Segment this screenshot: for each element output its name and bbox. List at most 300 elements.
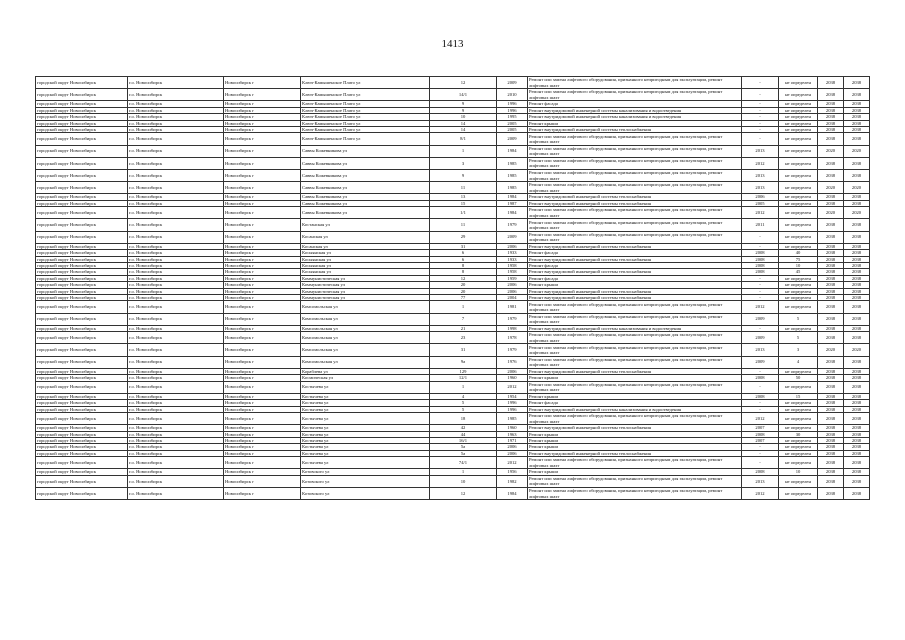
build-year-cell: 1959 [497,275,528,281]
street-cell: Косыянская ул [301,250,430,256]
settlement-cell: г.о. Новосибирск [128,207,224,219]
house-number-cell: 9а [430,356,497,368]
build-year-cell: 2006 [497,288,528,294]
locality-cell: Новосибирск г [224,375,301,381]
settlement-cell: г.о. Новосибирск [128,406,224,412]
house-number-cell: 12 [430,77,497,89]
house-number-cell: 14 [430,127,497,133]
plan-end-year-cell: 2038 [844,356,870,368]
street-cell: Костычева ул [301,400,430,406]
prior-repair-year-cell: - [742,400,779,406]
plan-start-year-cell: 2038 [818,444,844,450]
street-cell: Ключ-Камышенское Плато ул [301,77,430,89]
district-cell: городской округ Новосибирск [36,114,128,120]
table-row [36,332,870,344]
plan-end-year-cell: 2038 [844,127,870,133]
district-cell: городской округ Новосибирск [36,145,128,157]
settlement-cell: г.о. Новосибирск [128,169,224,181]
street-cell: Косыянская ул [301,256,430,262]
street-cell: Костычева ул [301,393,430,399]
work-type-cell: Ремонт или замена лифтового оборудования, признанного непригодным для эксплуатации, ремонт лифтовых шахт [528,77,742,89]
plan-end-year-cell: 2038 [844,282,870,288]
house-number-cell: 11 [430,219,497,231]
plan-start-year-cell: 2038 [818,169,844,181]
locality-cell: Новосибирск г [224,325,301,331]
plan-end-year-cell: 2038 [844,381,870,393]
wear-value-cell: не определен [779,288,818,294]
work-type-cell: Ремонт внутридомовой инженерной системы теплоснабжения [528,294,742,300]
locality-cell: Новосибирск г [224,114,301,120]
street-cell: Коммунистическая ул [301,275,430,281]
wear-value-cell: 4 [779,356,818,368]
locality-cell: Новосибирск г [224,475,301,487]
plan-start-year-cell: 2038 [818,101,844,107]
table-row [36,169,870,181]
build-year-cell: 1985 [497,169,528,181]
locality-cell: Новосибирск г [224,381,301,393]
prior-repair-year-cell: 2012 [742,412,779,424]
prior-repair-year-cell: 2007 [742,425,779,431]
house-number-cell: 9 [430,169,497,181]
settlement-cell: г.о. Новосибирск [128,133,224,145]
district-cell: городской округ Новосибирск [36,288,128,294]
plan-end-year-cell: 2038 [844,269,870,275]
locality-cell: Новосибирск г [224,400,301,406]
district-cell: городской округ Новосибирск [36,475,128,487]
settlement-cell: г.о. Новосибирск [128,469,224,475]
plan-end-year-cell: 2038 [844,375,870,381]
locality-cell: Новосибирск г [224,243,301,249]
prior-repair-year-cell: - [742,406,779,412]
house-number-cell: 1 [430,469,497,475]
street-cell: Котовского ул [301,469,430,475]
district-cell: городской округ Новосибирск [36,381,128,393]
prior-repair-year-cell: 2012 [742,207,779,219]
prior-repair-year-cell: 2009 [742,313,779,325]
plan-end-year-cell: 2038 [844,120,870,126]
build-year-cell: 1996 [497,400,528,406]
work-type-cell: Ремонт фасада [528,262,742,268]
house-number-cell: 23 [430,332,497,344]
settlement-cell: г.о. Новосибирск [128,282,224,288]
house-number-cell: 13 [430,194,497,200]
prior-repair-year-cell: - [742,231,779,243]
work-type-cell: Ремонт или замена лифтового оборудования, признанного непригодным для эксплуатации, ремонт лифтовых шахт [528,207,742,219]
settlement-cell: г.о. Новосибирск [128,475,224,487]
settlement-cell: г.о. Новосибирск [128,120,224,126]
prior-repair-year-cell: 2008 [742,431,779,437]
locality-cell: Новосибирск г [224,425,301,431]
plan-start-year-cell: 2038 [818,157,844,169]
build-year-cell: 1960 [497,425,528,431]
locality-cell: Новосибирск г [224,200,301,206]
plan-end-year-cell: 2038 [844,133,870,145]
district-cell: городской округ Новосибирск [36,231,128,243]
house-number-cell: 20 [430,282,497,288]
table-row [36,344,870,356]
wear-value-cell: не определен [779,243,818,249]
prior-repair-year-cell: 2009 [742,356,779,368]
prior-repair-year-cell: 2013 [742,475,779,487]
prior-repair-year-cell: 2007 [742,437,779,443]
settlement-cell: г.о. Новосибирск [128,450,224,456]
district-cell: городской округ Новосибирск [36,406,128,412]
street-cell: Кораблева ул [301,368,430,374]
plan-end-year-cell: 2038 [844,444,870,450]
district-cell: городской округ Новосибирск [36,437,128,443]
wear-value-cell: не определен [779,120,818,126]
plan-end-year-cell: 2038 [844,169,870,181]
work-type-cell: Ремонт или замена лифтового оборудования, признанного непригодным для эксплуатации, ремонт лифтовых шахт [528,219,742,231]
table-row [36,89,870,101]
wear-value-cell: 30 [779,431,818,437]
settlement-cell: г.о. Новосибирск [128,457,224,469]
street-cell: Костычева ул [301,431,430,437]
house-number-cell: 16/1 [430,437,497,443]
locality-cell: Новосибирск г [224,332,301,344]
work-type-cell: Ремонт или замена лифтового оборудования, признанного непригодным для эксплуатации, ремонт лифтовых шахт [528,133,742,145]
prior-repair-year-cell: - [742,77,779,89]
plan-start-year-cell: 2038 [818,127,844,133]
work-type-cell: Ремонт или замена лифтового оборудования, признанного непригодным для эксплуатации, ремонт лифтовых шахт [528,487,742,499]
prior-repair-year-cell: 2008 [742,269,779,275]
street-cell: Ключ-Камышенское Плато ул [301,127,430,133]
settlement-cell: г.о. Новосибирск [128,400,224,406]
house-number-cell: 5а [430,444,497,450]
plan-start-year-cell: 2038 [818,412,844,424]
plan-end-year-cell: 2020 [844,344,870,356]
build-year-cell: 1954 [497,393,528,399]
work-type-cell: Ремонт внутридомовой инженерной системы канализования и водоотведения [528,114,742,120]
wear-value-cell: не определен [779,219,818,231]
plan-start-year-cell: 2038 [818,368,844,374]
plan-end-year-cell: 2038 [844,101,870,107]
street-cell: Ключ-Камышенское Плато ул [301,114,430,120]
district-cell: городской округ Новосибирск [36,301,128,313]
build-year-cell: 1979 [497,344,528,356]
wear-value-cell: не определен [779,89,818,101]
settlement-cell: г.о. Новосибирск [128,275,224,281]
house-number-cell: 44 [430,431,497,437]
street-cell: Ключ-Камышенское Плато ул [301,101,430,107]
table-row [36,457,870,469]
prior-repair-year-cell: 2009 [742,332,779,344]
build-year-cell: 1981 [497,301,528,313]
build-year-cell: 2006 [497,243,528,249]
build-year-cell: 2009 [497,77,528,89]
street-cell: Котовского ул [301,475,430,487]
street-cell: Котовского ул [301,487,430,499]
district-cell: городской округ Новосибирск [36,393,128,399]
street-cell: Комсомольская ул [301,301,430,313]
house-number-cell: 1 [430,381,497,393]
district-cell: городской округ Новосибирск [36,182,128,194]
district-cell: городской округ Новосибирск [36,219,128,231]
table-row [36,313,870,325]
work-type-cell: Ремонт или замена лифтового оборудования, признанного непригодным для эксплуатации, ремонт лифтовых шахт [528,301,742,313]
plan-start-year-cell: 2038 [818,393,844,399]
plan-start-year-cell: 2038 [818,475,844,487]
street-cell: Костычева ул [301,444,430,450]
work-type-cell: Ремонт или замена лифтового оборудования, признанного непригодным для эксплуатации, ремонт лифтовых шахт [528,182,742,194]
house-number-cell: 12 [430,487,497,499]
house-number-cell: 12 [430,275,497,281]
plan-start-year-cell: 2038 [818,469,844,475]
house-number-cell: 8 [430,269,497,275]
build-year-cell: 1960 [497,375,528,381]
plan-start-year-cell: 2038 [818,89,844,101]
work-type-cell: Ремонт или замена лифтового оборудования, признанного непригодным для эксплуатации, ремонт лифтовых шахт [528,356,742,368]
locality-cell: Новосибирск г [224,487,301,499]
page-number: 1413 [441,38,464,50]
plan-start-year-cell: 2038 [818,431,844,437]
district-cell: городской округ Новосибирск [36,444,128,450]
plan-end-year-cell: 2038 [844,475,870,487]
plan-start-year-cell: 2038 [818,133,844,145]
district-cell: городской округ Новосибирск [36,425,128,431]
table-row [36,356,870,368]
plan-start-year-cell: 2038 [818,457,844,469]
district-cell: городской округ Новосибирск [36,101,128,107]
plan-end-year-cell: 2038 [844,107,870,113]
wear-value-cell: не определен [779,231,818,243]
build-year-cell: 1963 [497,431,528,437]
locality-cell: Новосибирск г [224,145,301,157]
locality-cell: Новосибирск г [224,101,301,107]
street-cell: Костычева ул [301,425,430,431]
district-cell: городской округ Новосибирск [36,120,128,126]
prior-repair-year-cell: - [742,450,779,456]
wear-value-cell: не определен [779,133,818,145]
district-cell: городской округ Новосибирск [36,157,128,169]
prior-repair-year-cell: 2012 [742,157,779,169]
locality-cell: Новосибирск г [224,437,301,443]
build-year-cell: 1996 [497,101,528,107]
locality-cell: Новосибирск г [224,469,301,475]
locality-cell: Новосибирск г [224,89,301,101]
street-cell: Саввы Кожевникова ул [301,169,430,181]
plan-end-year-cell: 2038 [844,450,870,456]
wear-value-cell: 75 [779,256,818,262]
build-year-cell: 1979 [497,219,528,231]
work-type-cell: Ремонт или замена лифтового оборудования, признанного непригодным для эксплуатации, ремонт лифтовых шахт [528,381,742,393]
build-year-cell: 1979 [497,313,528,325]
build-year-cell: 2009 [497,133,528,145]
locality-cell: Новосибирск г [224,219,301,231]
district-cell: городской округ Новосибирск [36,313,128,325]
street-cell: Ключ-Камышенское Плато ул [301,89,430,101]
build-year-cell: 2012 [497,457,528,469]
table-row [36,182,870,194]
prior-repair-year-cell: - [742,368,779,374]
district-cell: городской округ Новосибирск [36,243,128,249]
wear-value-cell: не определен [779,412,818,424]
locality-cell: Новосибирск г [224,250,301,256]
street-cell: Костычева ул [301,412,430,424]
build-year-cell: 1984 [497,194,528,200]
settlement-cell: г.о. Новосибирск [128,250,224,256]
street-cell: Костычева ул [301,457,430,469]
work-type-cell: Ремонт крыши [528,437,742,443]
plan-start-year-cell: 2038 [818,194,844,200]
prior-repair-year-cell: 2013 [742,145,779,157]
house-number-cell: 6 [430,256,497,262]
settlement-cell: г.о. Новосибирск [128,332,224,344]
build-year-cell: 1958 [497,262,528,268]
locality-cell: Новосибирск г [224,133,301,145]
wear-value-cell: 40 [779,250,818,256]
settlement-cell: г.о. Новосибирск [128,219,224,231]
plan-end-year-cell: 2038 [844,256,870,262]
street-cell: Ключ-Камышенское Плато ул [301,107,430,113]
build-year-cell: 1984 [497,207,528,219]
settlement-cell: г.о. Новосибирск [128,127,224,133]
wear-value-cell: не определен [779,457,818,469]
settlement-cell: г.о. Новосибирск [128,89,224,101]
plan-start-year-cell: 2038 [818,294,844,300]
settlement-cell: г.о. Новосибирск [128,262,224,268]
house-number-cell: 8 [430,262,497,268]
wear-value-cell: 10 [779,469,818,475]
plan-start-year-cell: 2038 [818,262,844,268]
prior-repair-year-cell: 2013 [742,182,779,194]
prior-repair-year-cell: 2011 [742,219,779,231]
wear-value-cell: не определен [779,368,818,374]
district-cell: городской округ Новосибирск [36,133,128,145]
plan-end-year-cell: 2038 [844,231,870,243]
work-type-cell: Ремонт внутридомовой инженерной системы канализования и водоотведения [528,406,742,412]
house-number-cell: 6 [430,250,497,256]
wear-value-cell: не определен [779,275,818,281]
build-year-cell: 2004 [497,294,528,300]
build-year-cell: 2006 [497,450,528,456]
wear-value-cell: 5 [779,332,818,344]
work-type-cell: Ремонт фасада [528,400,742,406]
house-number-cell: 21 [430,325,497,331]
wear-value-cell: не определен [779,169,818,181]
wear-value-cell: не определен [779,101,818,107]
table-row [36,475,870,487]
table-row [36,487,870,499]
plan-start-year-cell: 2038 [818,437,844,443]
build-year-cell: 1984 [497,145,528,157]
build-year-cell: 1933 [497,256,528,262]
street-cell: Коммунистическая ул [301,294,430,300]
district-cell: городской округ Новосибирск [36,412,128,424]
prior-repair-year-cell: - [742,89,779,101]
work-type-cell: Ремонт внутридомовой инженерной системы теплоснабжения [528,200,742,206]
settlement-cell: г.о. Новосибирск [128,107,224,113]
plan-start-year-cell: 2038 [818,250,844,256]
plan-start-year-cell: 2038 [818,313,844,325]
plan-start-year-cell: 2038 [818,288,844,294]
locality-cell: Новосибирск г [224,412,301,424]
work-type-cell: Ремонт крыши [528,469,742,475]
settlement-cell: г.о. Новосибирск [128,444,224,450]
house-number-cell: 3 [430,157,497,169]
prior-repair-year-cell: - [742,243,779,249]
work-type-cell: Ремонт крыши [528,444,742,450]
plan-start-year-cell: 2038 [818,219,844,231]
plan-start-year-cell: 2038 [818,120,844,126]
wear-value-cell: не определен [779,325,818,331]
build-year-cell: 1984 [497,487,528,499]
wear-value-cell: не определен [779,77,818,89]
work-type-cell: Ремонт внутридомовой инженерной системы теплоснабжения [528,269,742,275]
locality-cell: Новосибирск г [224,157,301,169]
build-year-cell: 1982 [497,475,528,487]
street-cell: Саввы Кожевникова ул [301,207,430,219]
build-year-cell: 1998 [497,325,528,331]
wear-value-cell: не определен [779,301,818,313]
street-cell: Саввы Кожевникова ул [301,200,430,206]
prior-repair-year-cell: 2013 [742,169,779,181]
street-cell: Комсомольская ул [301,332,430,344]
locality-cell: Новосибирск г [224,431,301,437]
plan-start-year-cell: 2038 [818,200,844,206]
prior-repair-year-cell: - [742,275,779,281]
street-cell: Коммунистическая ул [301,282,430,288]
work-type-cell: Ремонт крыши [528,282,742,288]
street-cell: Косанская ул [301,243,430,249]
wear-value-cell: не определен [779,444,818,450]
plan-end-year-cell: 2038 [844,437,870,443]
house-number-cell: 7 [430,313,497,325]
prior-repair-year-cell: 2008 [742,256,779,262]
settlement-cell: г.о. Новосибирск [128,294,224,300]
plan-start-year-cell: 2038 [818,356,844,368]
plan-start-year-cell: 2020 [818,182,844,194]
house-number-cell: 20 [430,288,497,294]
prior-repair-year-cell: - [742,101,779,107]
plan-end-year-cell: 2038 [844,412,870,424]
settlement-cell: г.о. Новосибирск [128,437,224,443]
district-cell: городской округ Новосибирск [36,256,128,262]
district-cell: городской округ Новосибирск [36,356,128,368]
district-cell: городской округ Новосибирск [36,457,128,469]
work-type-cell: Ремонт или замена лифтового оборудования, признанного непригодным для эксплуатации, ремонт лифтовых шахт [528,89,742,101]
build-year-cell: 1933 [497,250,528,256]
street-cell: Косыянская ул [301,269,430,275]
work-type-cell: Ремонт или замена лифтового оборудования, признанного непригодным для эксплуатации, ремонт лифтовых шахт [528,145,742,157]
build-year-cell: 2010 [497,89,528,101]
plan-end-year-cell: 2038 [844,301,870,313]
prior-repair-year-cell: 2008 [742,250,779,256]
table-row [36,133,870,145]
district-cell: городской округ Новосибирск [36,368,128,374]
settlement-cell: г.о. Новосибирск [128,356,224,368]
street-cell: Костычева ул [301,381,430,393]
house-number-cell: 8/1 [430,133,497,145]
locality-cell: Новосибирск г [224,256,301,262]
plan-end-year-cell: 2038 [844,219,870,231]
work-type-cell: Ремонт фасада [528,275,742,281]
district-cell: городской округ Новосибирск [36,487,128,499]
district-cell: городской округ Новосибирск [36,325,128,331]
work-type-cell: Ремонт внутридомовой инженерной системы канализования и водоотведения [528,325,742,331]
table-row [36,231,870,243]
plan-end-year-cell: 2038 [844,425,870,431]
settlement-cell: г.о. Новосибирск [128,256,224,262]
district-cell: городской округ Новосибирск [36,169,128,181]
settlement-cell: г.о. Новосибирск [128,101,224,107]
wear-value-cell: не определен [779,425,818,431]
repair-schedule-table [35,76,870,500]
settlement-cell: г.о. Новосибирск [128,368,224,374]
district-cell: городской округ Новосибирск [36,275,128,281]
house-number-cell: 1 [430,145,497,157]
wear-value-cell: не определен [779,406,818,412]
